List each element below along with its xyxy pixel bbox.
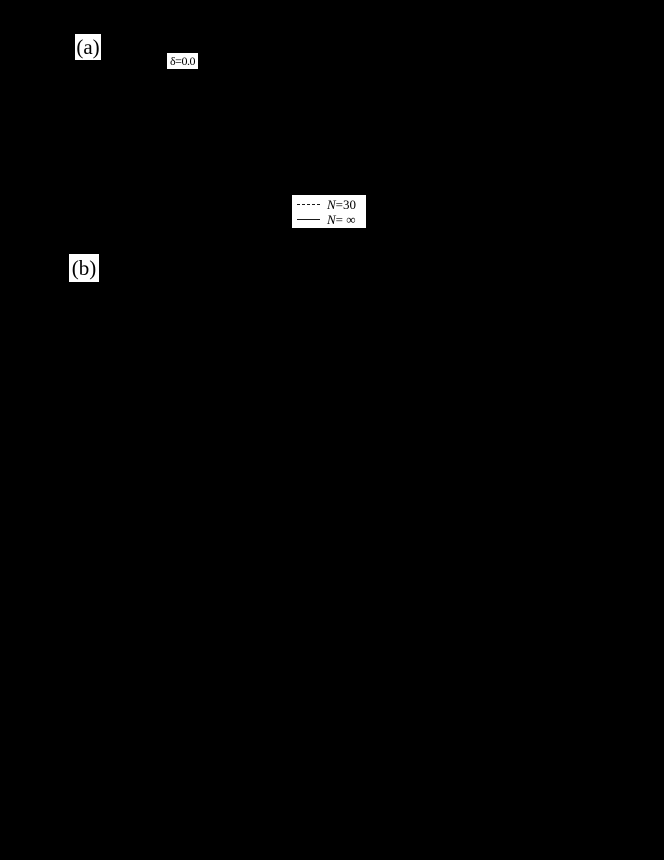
legend: [292, 195, 366, 228]
delta-annotation-box: [167, 53, 198, 69]
legend-ninf-var: N: [327, 211, 336, 227]
legend-item-n30: [297, 197, 356, 212]
legend-ninf-value: = ∞: [335, 211, 356, 227]
legend-item-n30-label: [327, 198, 356, 211]
legend-n30-value: =30: [335, 196, 357, 212]
dashed-line-sample: [297, 204, 320, 205]
legend-item-ninf: [297, 212, 356, 227]
delta-annotation: δ=0.0: [170, 54, 195, 68]
solid-line-sample: [297, 219, 320, 220]
panel-b-label-box: [69, 254, 99, 282]
panel-a-label-box: [75, 34, 101, 60]
panel-b-label: (b): [71, 255, 97, 280]
panel-a-label: (a): [76, 34, 100, 59]
legend-item-ninf-label: [327, 213, 356, 226]
legend-n30-var: N: [327, 196, 336, 212]
